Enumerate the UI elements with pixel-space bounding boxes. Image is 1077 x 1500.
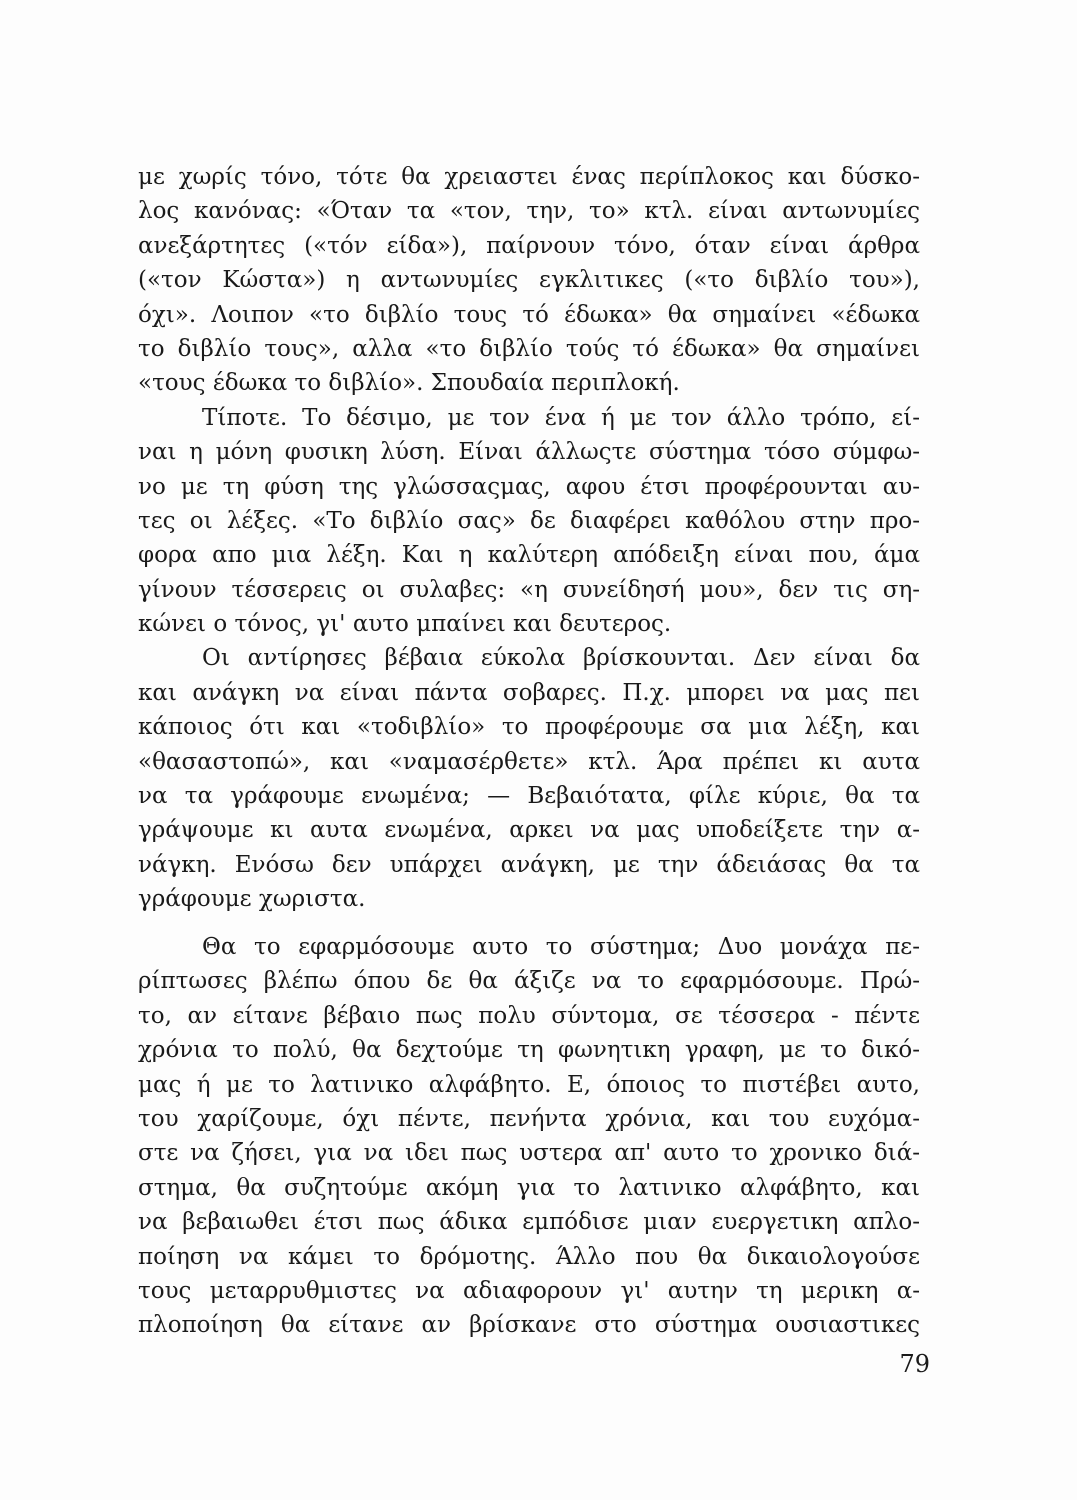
text-line: το, αν είτανε βέβαιο πως πολυ σύντομα, σε τέσσερα - πέντε [138, 1002, 920, 1029]
text-line: «θασαστοπώ», και «ναμασέρθετε» κτλ. Άρα πρέπει κι αυτα [138, 748, 920, 775]
text-line: το διβλίο τους», αλλα «το διβλίο τούς τό έδωκα» θα σημαίνει [138, 335, 920, 362]
text-line: ρίπτωσες βλέπω όπου δε θα άξιζε να το εφαρμόσουμε. Πρώ- [138, 968, 920, 995]
text-line: γράψουμε κι αυτα ενωμένα, αρκει να μας υποδείξετε την α- [138, 817, 920, 844]
text-line: κάποιος ότι και «τοδιβλίο» το προφέρουμε σα μια λέξη, και [138, 714, 920, 741]
text-block-upper [138, 160, 920, 917]
text-line: τους μεταρρυθμιστες να αδιαφορουν γι' αυτην τη μερικη α- [138, 1277, 920, 1304]
text-line: χρόνια το πολύ, θα δεχτούμε τη φωνητικη γραφη, με το δικό- [138, 1037, 920, 1064]
text-line: και ανάγκη να είναι πάντα σοβαρες. Π.χ. μπορει να μας πει [138, 679, 920, 706]
text-line: στε να ζήσει, για να ιδει πως υστερα απ' αυτο το χρονικο διά- [138, 1140, 920, 1167]
text-line: γράφουμε χωριστα. [138, 886, 366, 913]
page-number: 79 [899, 1350, 930, 1378]
text-line: με χωρίς τόνο, τότε θα χρειαστει ένας περίπλοκος και δύσκο- [138, 164, 920, 190]
text-line: τες οι λέξες. «Το διβλίο σας» δε διαφέρει καθόλου στην προ- [138, 507, 920, 534]
text-line: να τα γράφουμε ενωμένα; — Βεβαιότατα, φίλε κύριε, θα τα [138, 783, 920, 810]
text-line: γίνουν τέσσερεις οι συλαβες: «η συνείδησή μου», δεν τις ση- [138, 576, 920, 603]
text-line: Οι αντίρησες βέβαια εύκολα βρίσκουνται. Δεν είναι δα [202, 645, 920, 672]
text-line: νο με τη φύση της γλώσσαςμας, αφου έτσι προφέρουνται αυ- [138, 473, 920, 500]
text-line: στημα, θα συζητούμε ακόμη για το λατινικο αλφάβητο, και [138, 1174, 920, 1201]
text-line: νάγκη. Ενόσω δεν υπάρχει ανάγκη, με την άδειάσας θα τα [138, 851, 920, 878]
text-block-lower [138, 930, 920, 1343]
text-line: Θα το εφαρμόσουμε αυτο το σύστημα; Δυο μονάχα πε- [202, 934, 920, 960]
text-line: κώνει ο τόνος, γι' αυτο μπαίνει και δευτερος. [138, 611, 672, 638]
text-line: φορα απο μια λέξη. Και η καλύτερη απόδειξη είναι που, άμα [138, 542, 920, 569]
text-line: λος κανόνας: «Όταν τα «τον, την, το» κτλ. είναι αντωνυμίες [138, 198, 920, 225]
text-line: ναι η μόνη φυσικη λύση. Είναι άλλωςτε σύστημα τόσο σύμφω- [138, 439, 920, 466]
text-line: πλοποίηση θα είτανε αν βρίσκανε στο σύστημα ουσιαστικες [138, 1312, 920, 1339]
text-line: Τίποτε. Το δέσιμο, με τον ένα ή με τον άλλο τρόπο, εί- [202, 404, 920, 431]
text-line: του χαρίζουμε, όχι πέντε, πενήντα χρόνια, και του ευχόμα- [138, 1105, 920, 1132]
text-line: ανεξάρτητες («τόν είδα»), παίρνουν τόνο, όταν είναι άρθρα [138, 232, 920, 259]
text-line: να βεβαιωθει έτσι πως άδικα εμπόδισε μιαν ευεργετικη απλο- [138, 1209, 920, 1236]
text-line: μας ή με το λατινικο αλφάβητο. Ε, όποιος το πιστέβει αυτο, [138, 1071, 920, 1098]
text-line: ποίηση να κάμει το δρόμοτης. Άλλο που θα δικαιολογούσε [138, 1243, 920, 1270]
text-line: («τον Κώστα») η αντωνυμίες εγκλιτικες («το διβλίο του»), [138, 267, 920, 294]
text-line: όχι». Λοιπον «το διβλίο τους τό έδωκα» θα σημαίνει «έδωκα [138, 301, 920, 328]
text-line: «τους έδωκα το διβλίο». Σπουδαία περιπλοκή. [138, 370, 680, 397]
